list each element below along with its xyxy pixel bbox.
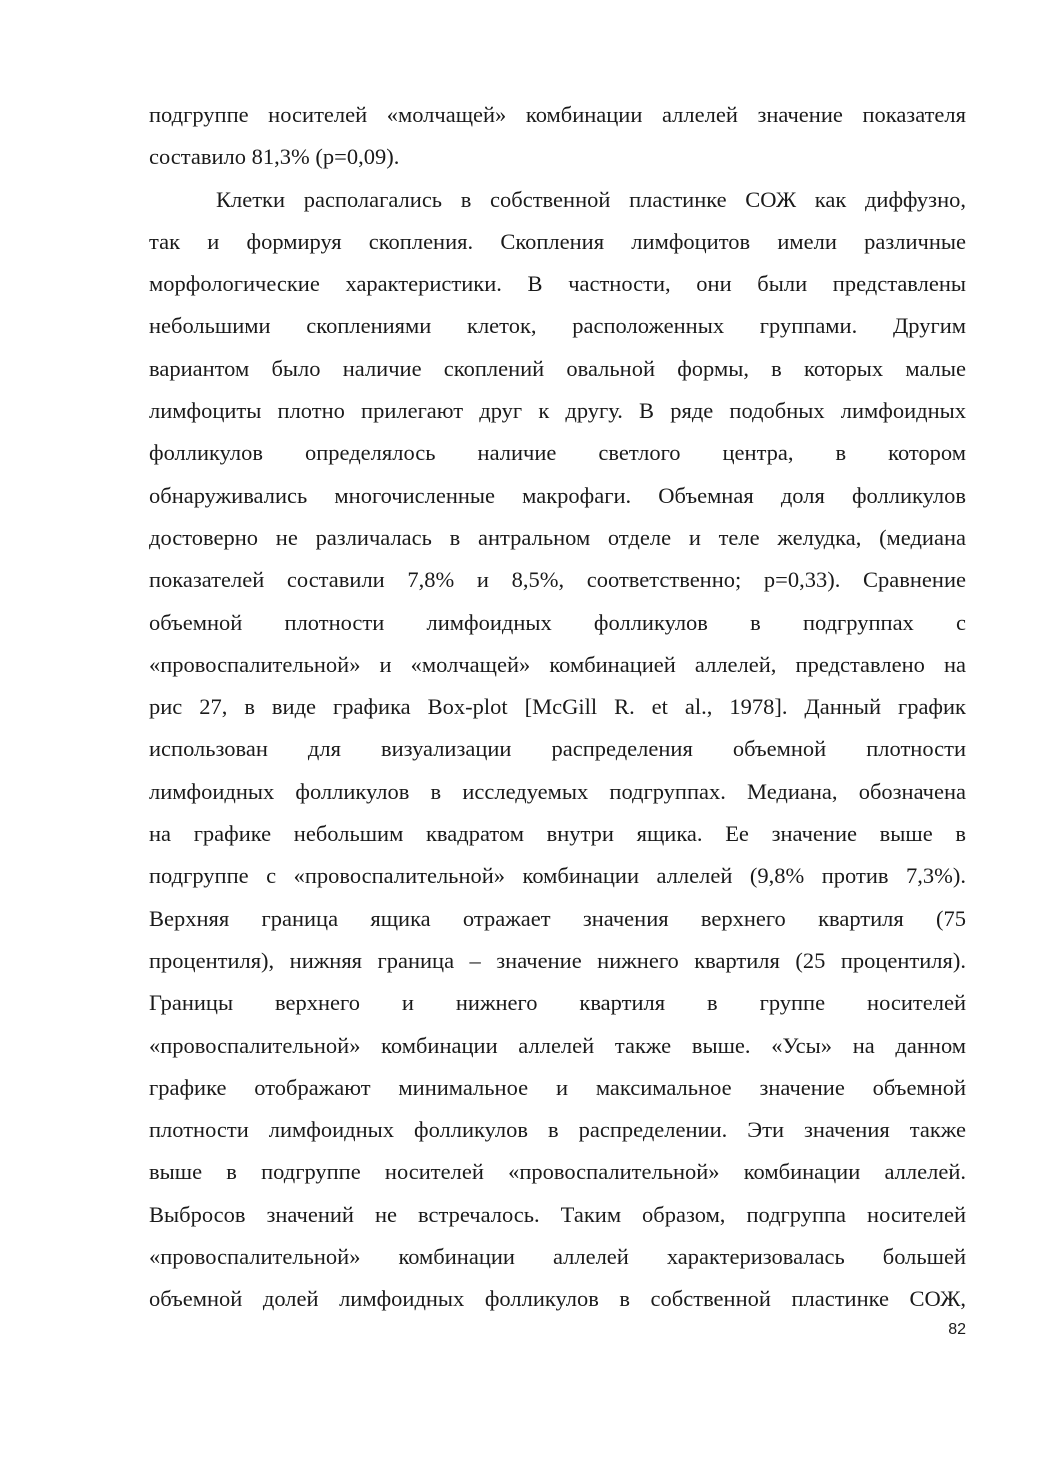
text-line: «провоспалительной» комбинации аллелей также выше. «Усы» на данном <box>149 1032 966 1058</box>
text-line: выше в подгруппе носителей «провоспалительной» комбинации аллелей. <box>149 1159 966 1185</box>
text-line: Выбросов значений не встречалось. Таким образом, подгруппа носителей <box>149 1201 966 1227</box>
text-line: вариантом было наличие скоплений овальной формы, в которых малые <box>149 355 966 381</box>
text-line: Клетки располагались в собственной пластинке СОЖ как диффузно, <box>216 186 966 212</box>
text-line: Верхняя граница ящика отражает значения верхнего квартиля (75 <box>149 905 966 931</box>
text-line: подгруппе с «провоспалительной» комбинации аллелей (9,8% против 7,3%). <box>149 863 966 889</box>
page-number: 82 <box>948 1321 966 1338</box>
text-line: лимфоциты плотно прилегают друг к другу. В ряде подобных лимфоидных <box>149 398 966 424</box>
text-line: на графике небольшим квадратом внутри ящика. Ее значение выше в <box>149 821 966 847</box>
text-line: показателей составили 7,8% и 8,5%, соответственно; p=0,33). Сравнение <box>149 567 966 593</box>
text-line: морфологические характеристики. В частности, они были представлены <box>149 271 966 297</box>
text-line: «провоспалительной» и «молчащей» комбинацией аллелей, представлено на <box>149 651 966 677</box>
body-text <box>149 94 966 1321</box>
text-line: Границы верхнего и нижнего квартиля в группе носителей <box>149 990 966 1016</box>
text-line: подгруппе носителей «молчащей» комбинации аллелей значение показателя <box>149 102 966 127</box>
text-line: лимфоидных фолликулов в исследуемых подгруппах. Медиана, обозначена <box>149 778 966 804</box>
text-line: «провоспалительной» комбинации аллелей характеризовалась большей <box>149 1244 966 1270</box>
text-line: достоверно не различалась в антральном отделе и теле желудка, (медиана <box>149 524 966 550</box>
text-line: составило 81,3% (p=0,09). <box>149 144 400 170</box>
text-line: так и формируя скопления. Скопления лимфоцитов имели различные <box>149 228 966 254</box>
text-line: обнаруживались многочисленные макрофаги. Объемная доля фолликулов <box>149 482 966 508</box>
text-line: объемной плотности лимфоидных фолликулов в подгруппах с <box>149 609 966 635</box>
text-line: рис 27, в виде графика Box-plot [McGill R. et al., 1978]. Данный график <box>149 694 966 720</box>
text-line: процентиля), нижняя граница – значение нижнего квартиля (25 процентиля). <box>149 947 966 973</box>
text-line: плотности лимфоидных фолликулов в распределении. Эти значения также <box>149 1117 966 1143</box>
text-line: фолликулов определялось наличие светлого центра, в котором <box>149 440 966 466</box>
text-line: небольшими скоплениями клеток, расположенных группами. Другим <box>149 313 966 339</box>
text-line: объемной долей лимфоидных фолликулов в собственной пластинке СОЖ, <box>149 1286 966 1312</box>
text-line: графике отображают минимальное и максимальное значение объемной <box>149 1074 966 1100</box>
text-line: использован для визуализации распределения объемной плотности <box>149 736 966 762</box>
